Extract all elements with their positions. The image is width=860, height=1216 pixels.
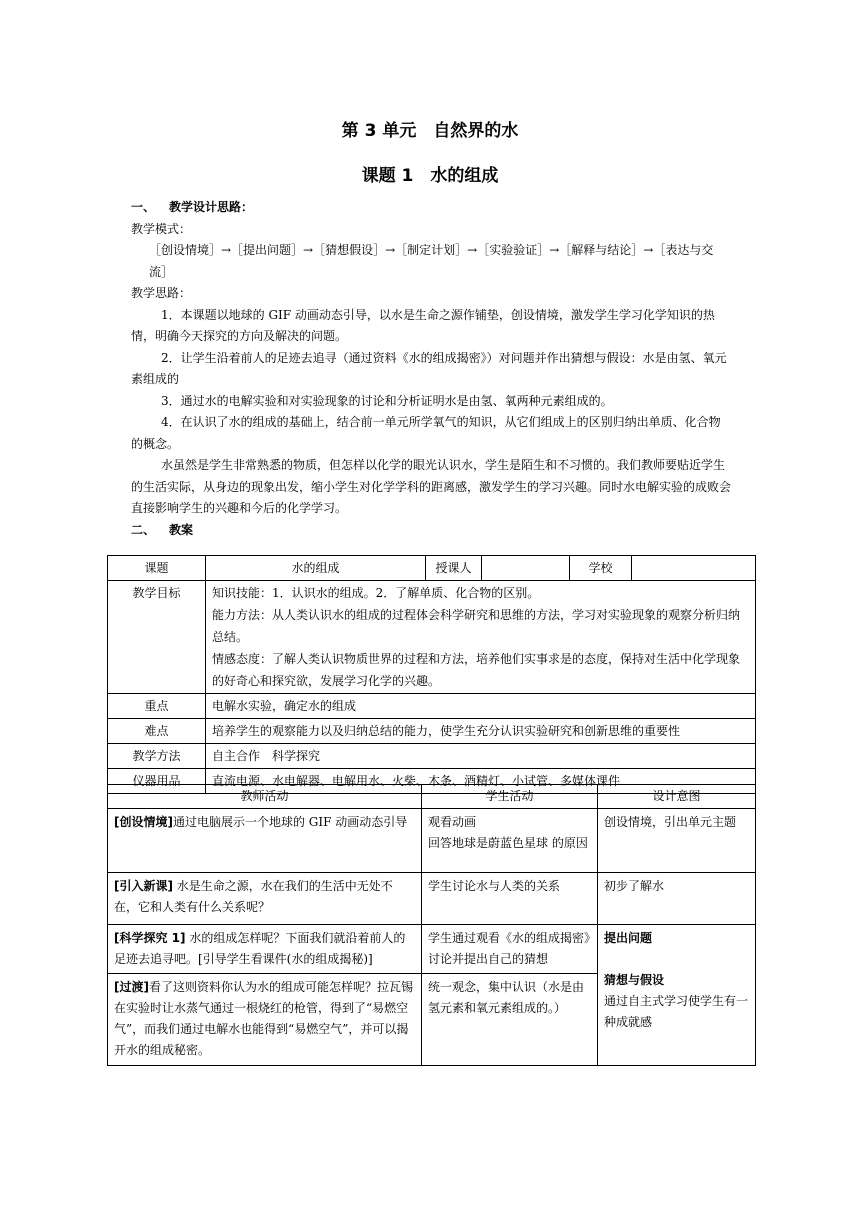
design-intent: 初步了解水 xyxy=(598,873,756,925)
teacher-activity xyxy=(108,925,422,974)
goals-label: 教学目标 xyxy=(108,581,206,694)
goal-knowledge: 知识技能：1．认识水的组成。2．了解单质、化合物的区别。 xyxy=(212,586,540,600)
activity-text: 水的组成怎样呢？下面我们就沿着前人的足迹去追寻吧。[引导学生看课件(水的组成揭秘)] xyxy=(114,931,406,966)
teacher-activity xyxy=(108,974,422,1066)
key-value: 电解水实验，确定水的组成 xyxy=(206,694,756,719)
school-label: 学校 xyxy=(570,556,632,581)
teaching-idea-1: 1．本课题以地球的 GIF 动画动态引导，以水是生命之源作铺垫，创设情境，激发学生学习化学知识的热情，明确今天探究的方向及解决的问题。 xyxy=(131,307,715,343)
key-label: 重点 xyxy=(108,694,206,719)
student-activity: 学生通过观看《水的组成揭密》讨论并提出自己的猜想 xyxy=(422,925,598,974)
design-intent: 创设情境，引出单元主题 xyxy=(598,809,756,873)
topic-value: 水的组成 xyxy=(206,556,426,581)
teaching-mode-text: ［创设情境］→［提出问题］→［猜想假设］→［制定计划］→［实验验证］→［解释与结论］→［表达与交流］ xyxy=(149,243,714,279)
student-activity: 学生讨论水与人类的关系 xyxy=(422,873,598,925)
header-teacher: 教师活动 xyxy=(108,785,422,809)
school-value xyxy=(632,556,756,581)
table-row xyxy=(108,719,756,744)
goal-attitude: 情感态度：了解人类认识物质世界的过程和方法，培养他们实事求是的态度，保持对生活中化学现象的好奇心和探究欲，发展学习化学的兴趣。 xyxy=(212,652,741,688)
table-row xyxy=(108,809,756,873)
design-intent: 提出问题 猜想与假设 通过自主式学习使学生有一种成就感 xyxy=(598,925,756,1066)
teaching-idea-4: 4．在认识了水的组成的基础上，结合前一单元所学氧气的知识，从它们组成上的区别归纳出单质、化合物的概念。 xyxy=(131,415,721,451)
activity-tag: [科学探究 1] xyxy=(114,931,186,945)
section1-heading: 一、 教学设计思路： xyxy=(131,200,254,214)
table-row xyxy=(108,581,756,694)
teaching-idea-2: 2．让学生沿着前人的足迹去追寻（通过资料《水的组成揭密》）对问题并作出猜想与假设：水是由氢、氧元素组成的 xyxy=(131,350,727,386)
teacher-activity xyxy=(108,873,422,925)
method-label: 教学方法 xyxy=(108,744,206,769)
header-intent: 设计意图 xyxy=(598,785,756,809)
lesson-info-table xyxy=(107,555,756,794)
activity-tag: [创设情境] xyxy=(114,815,173,829)
activity-tag: [过渡] xyxy=(114,980,149,994)
header-student: 学生活动 xyxy=(422,785,598,809)
teacher-label: 授课人 xyxy=(426,556,482,581)
activity-text: 通过电脑展示一个地球的 GIF 动画动态引导 xyxy=(172,815,408,829)
teacher-activity xyxy=(108,809,422,873)
section2-heading: 二、 教案 xyxy=(131,522,194,537)
design-ideas-section xyxy=(131,197,731,541)
equipment-label: 仪器用品 xyxy=(108,769,206,794)
student-activity: 统一观念，集中认识（水是由氢元素和氧元素组成的。） xyxy=(422,974,598,1066)
unit-title: 第 3 单元 自然界的水 xyxy=(341,121,519,141)
table-row xyxy=(108,744,756,769)
teaching-mode-label: 教学模式： xyxy=(131,221,192,236)
teacher-value xyxy=(482,556,570,581)
activity-text: 看了这则资料你认为水的组成可能怎样呢？拉瓦锡在实验时让水蒸气通过一根烧红的枪管，得到了“易燃空气”，而我们通过电解水也能得到“易燃空气”，并可以揭开水的组成秘密。 xyxy=(114,980,413,1057)
activity-table xyxy=(107,784,756,1066)
goals-cell xyxy=(206,581,756,694)
lesson-title: 课题 1 水的组成 xyxy=(361,166,499,186)
teaching-ideas-label: 教学思路： xyxy=(131,286,192,300)
equipment-value: 直流电源、水电解器、电解用水、火柴、木条、酒精灯、小试管、多媒体课件 xyxy=(206,769,756,794)
goal-ability: 能力方法：从人类认识水的组成的过程体会科学研究和思维的方法，学习对实验现象的观察分析归纳总结。 xyxy=(212,608,741,644)
table-header-row xyxy=(108,785,756,809)
table-row xyxy=(108,925,756,974)
teaching-idea-3: 3．通过水的电解实验和对实验现象的讨论和分析证明水是由氢、氧两种元素组成的。 xyxy=(161,393,613,408)
closing-paragraph: 水虽然是学生非常熟悉的物质，但怎样以化学的眼光认识水，学生是陌生和不习惯的。我们教师要贴近学生的生活实际，从身边的现象出发，缩小学生对化学学科的距离感，激发学生的学习兴趣。同时水电解实验的成败会直接影响学生的兴趣和今后的化学学习。 xyxy=(131,458,732,515)
table-row xyxy=(108,694,756,719)
difficulty-label: 难点 xyxy=(108,719,206,744)
activity-text: 水是生命之源，水在我们的生活中无处不在，它和人类有什么关系呢？ xyxy=(114,879,393,914)
student-activity: 观看动画 回答地球是蔚蓝色星球 的原因 xyxy=(422,809,598,873)
activity-tag: [引入新课] xyxy=(114,879,173,893)
topic-label: 课题 xyxy=(108,556,206,581)
table-row xyxy=(108,873,756,925)
table-row xyxy=(108,556,756,581)
difficulty-value: 培养学生的观察能力以及归纳总结的能力，使学生充分认识实验研究和创新思维的重要性 xyxy=(206,719,756,744)
method-value: 自主合作 科学探究 xyxy=(206,744,756,769)
